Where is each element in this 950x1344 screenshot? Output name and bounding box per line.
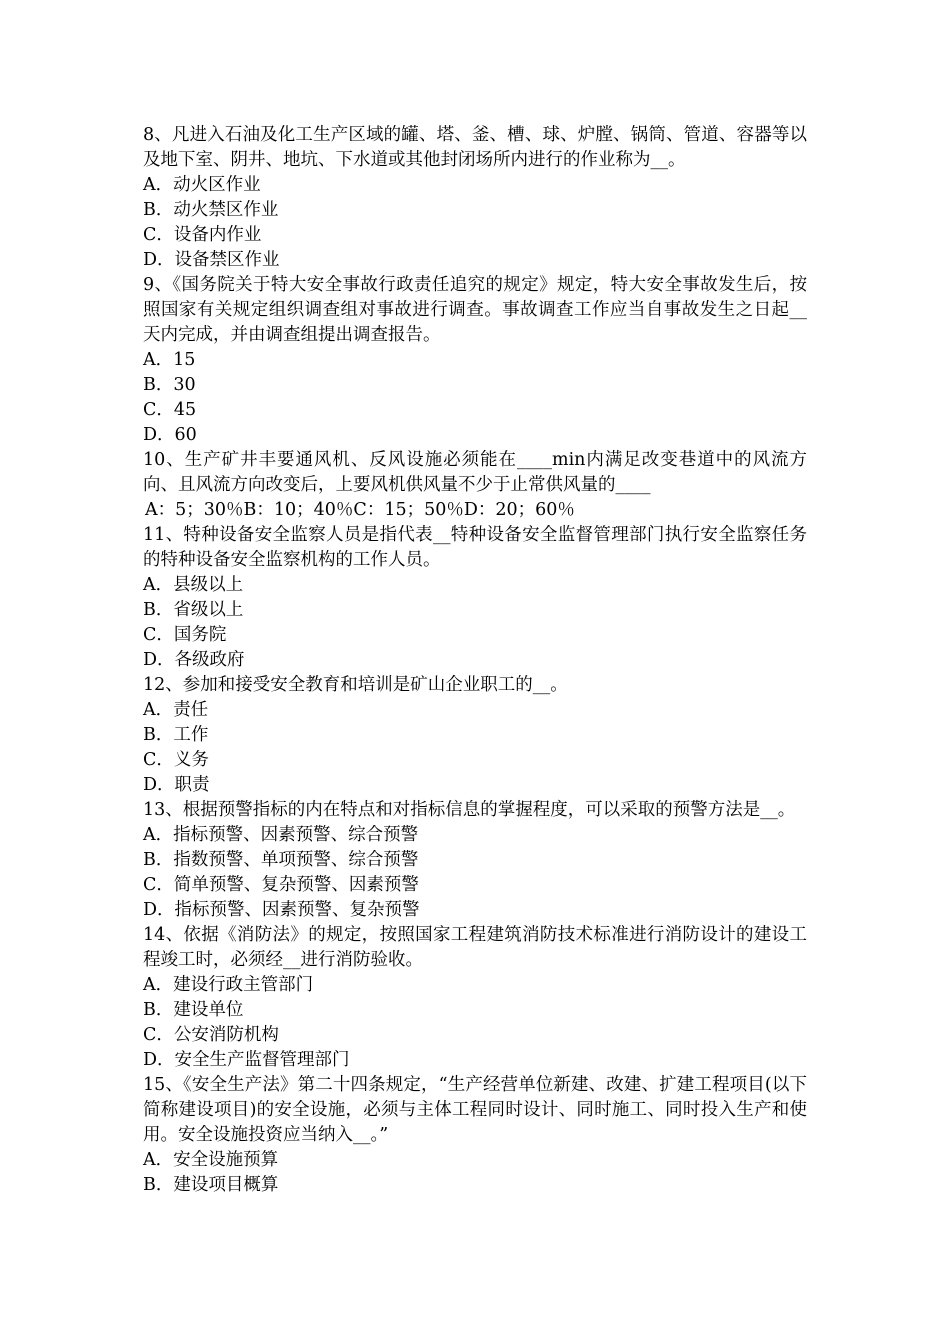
question-text: 10、生产矿井丰要通风机、反风设施必须能在____min内满足改变巷道中的风流方向、且风流方向改变后，上要风机供风量不少于止常供风量的____ (143, 450, 807, 495)
question-15 (143, 1073, 807, 1198)
option-b: B．指数预警、单项预警、综合预警 (143, 850, 419, 870)
option-d: D．指标预警、因素预警、复杂预警 (143, 900, 420, 920)
option-a: A．责任 (143, 700, 209, 720)
option-c: C．义务 (143, 750, 209, 770)
question-8 (143, 123, 807, 273)
question-text: 11、特种设备安全监察人员是指代表__特种设备安全监督管理部门执行安全监察任务的特种设备安全监察机构的工作人员。 (143, 525, 807, 570)
question-text: 8、凡进入石油及化工生产区域的罐、塔、釜、槽、球、炉膛、锅筒、管道、容器等以及地下室、阴井、地坑、下水道或其他封闭场所内进行的作业称为__。 (143, 125, 807, 170)
option-c: C．简单预警、复杂预警、因素预警 (143, 875, 419, 895)
option-c: C．国务院 (143, 625, 227, 645)
question-13 (143, 798, 807, 923)
option-c: C．公安消防机构 (143, 1025, 279, 1045)
option-a: A．安全设施预算 (143, 1150, 279, 1170)
question-text: 9、《国务院关于特大安全事故行政责任追究的规定》规定，特大安全事故发生后，按照国家有关规定组织调查组对事故进行调查。事故调查工作应当自事故发生之日起__天内完成，并由调查组提出调查报告。 (143, 275, 807, 345)
option-d: D．职责 (143, 775, 210, 795)
inline-options: A：5；30％B：10；40％C：15；50％D：20；60％ (145, 500, 575, 520)
option-b: B．30 (143, 375, 196, 395)
option-a: A．15 (143, 350, 196, 370)
option-d: D．各级政府 (143, 650, 245, 670)
option-d: D．安全生产监督管理部门 (143, 1050, 350, 1070)
document-page (143, 123, 807, 1198)
option-b: B．动火禁区作业 (143, 200, 279, 220)
option-a: A．指标预警、因素预警、综合预警 (143, 825, 419, 845)
option-a: A．县级以上 (143, 575, 244, 595)
question-12 (143, 673, 807, 798)
option-b: B．省级以上 (143, 600, 244, 620)
question-text: 15、《安全生产法》第二十四条规定，“生产经营单位新建、改建、扩建工程项目(以下简称建设项目)的安全设施，必须与主体工程同时设计、同时施工、同时投入生产和使用。安全设施投资应当纳入__。” (143, 1075, 807, 1145)
question-10 (143, 448, 807, 523)
question-9 (143, 273, 807, 448)
option-d: D．设备禁区作业 (143, 250, 280, 270)
option-b: B．建设项目概算 (143, 1175, 279, 1195)
option-b: B．工作 (143, 725, 209, 745)
question-11 (143, 523, 807, 673)
option-a: A．动火区作业 (143, 175, 261, 195)
option-b: B．建设单位 (143, 1000, 244, 1020)
question-text: 12、参加和接受安全教育和培训是矿山企业职工的__。 (143, 675, 568, 695)
option-d: D．60 (143, 425, 197, 445)
question-text: 14、依据《消防法》的规定，按照国家工程建筑消防技术标准进行消防设计的建设工程竣工时，必须经__进行消防验收。 (143, 925, 807, 970)
option-c: C．设备内作业 (143, 225, 262, 245)
option-a: A．建设行政主管部门 (143, 975, 314, 995)
question-14 (143, 923, 807, 1073)
question-text: 13、根据预警指标的内在特点和对指标信息的掌握程度，可以采取的预警方法是__。 (143, 800, 796, 820)
option-c: C．45 (143, 400, 197, 420)
